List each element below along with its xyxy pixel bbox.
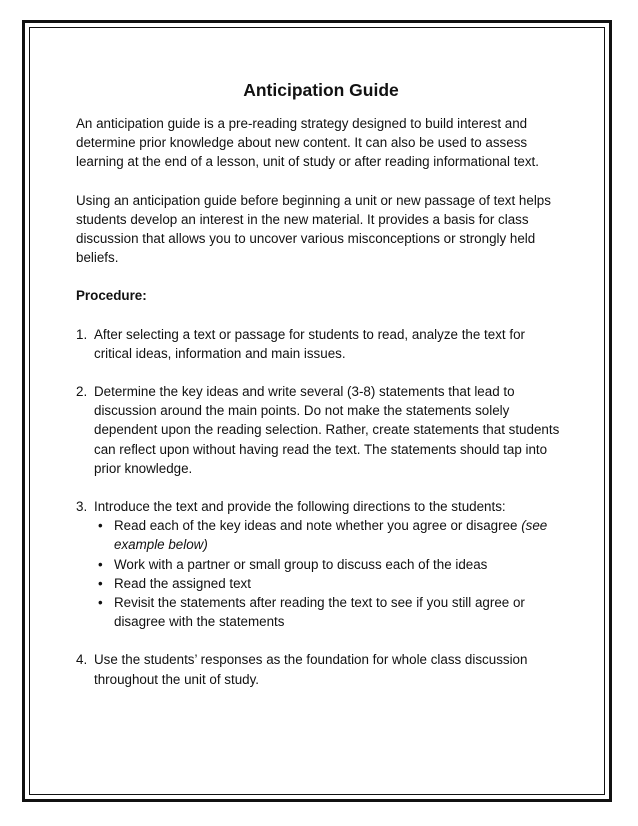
procedure-step	[76, 650, 566, 688]
direction-item	[94, 555, 566, 574]
direction-text: Read the assigned text	[114, 575, 251, 591]
bullet-icon: •	[98, 575, 103, 591]
step-text: Introduce the text and provide the following directions to the students:	[94, 499, 506, 515]
bullet-icon: •	[98, 556, 103, 572]
procedure-list	[76, 325, 566, 689]
document-content	[76, 78, 566, 708]
document-title: Anticipation Guide	[243, 80, 399, 100]
direction-item	[94, 593, 566, 631]
step-number: 3.	[76, 499, 88, 515]
bullet-icon: •	[98, 595, 103, 611]
direction-text: Read each of the key ideas and note whether you agree or disagree	[114, 518, 522, 534]
procedure-step	[76, 325, 566, 363]
intro-paragraph: An anticipation guide is a pre-reading strategy designed to build interest and determine prior knowledge about new content. It can also be used to assess learning at the end of a lesson, unit of study or after reading informational text.	[76, 116, 539, 170]
step-number: 1.	[76, 326, 88, 342]
step-number: 2.	[76, 384, 88, 400]
procedure-heading: Procedure:	[76, 288, 147, 304]
direction-item	[94, 516, 566, 554]
directions-list	[94, 516, 566, 631]
bullet-icon: •	[98, 518, 103, 534]
direction-item	[94, 574, 566, 593]
step-number: 4.	[76, 652, 88, 668]
direction-note: (see example below)	[114, 518, 548, 553]
direction-text: Work with a partner or small group to discuss each of the ideas	[114, 556, 488, 572]
procedure-step	[76, 382, 566, 478]
direction-text: Revisit the statements after reading the text to see if you still agree or disagree with the statements	[114, 595, 525, 630]
procedure-step	[76, 497, 566, 631]
step-text: Determine the key ideas and write several (3-8) statements that lead to discussion around the main points. Do not make the statements solely dependent upon the reading selection. Rather, create statements that students can reflect upon without having read the text. The statements should tap into prior knowledge.	[94, 384, 560, 476]
step-text: After selecting a text or passage for students to read, analyze the text for critical ideas, information and main issues.	[94, 326, 525, 361]
step-text: Use the students’ responses as the foundation for whole class discussion throughout the unit of study.	[94, 652, 528, 687]
intro-paragraph: Using an anticipation guide before beginning a unit or new passage of text helps students develop an interest in the new material. It provides a basis for class discussion that allows you to uncover various misconceptions or strongly held beliefs.	[76, 192, 551, 266]
